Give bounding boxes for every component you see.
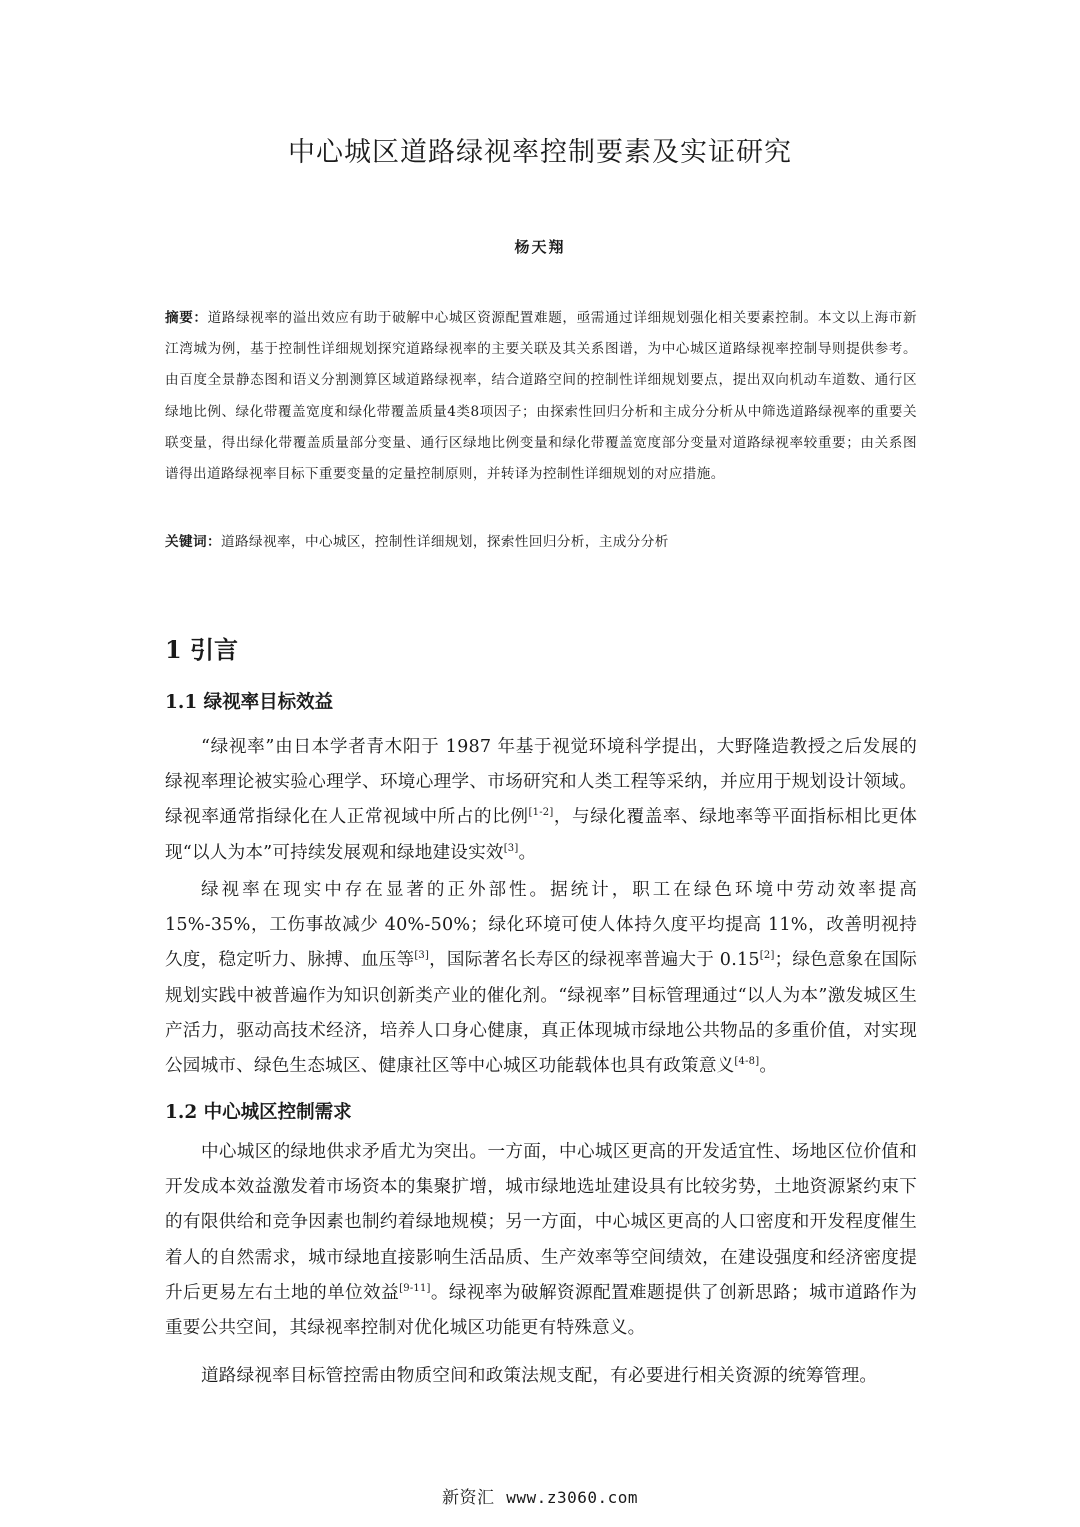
page-footer [0,1483,1080,1508]
keywords-label: 关键词： [165,534,221,550]
text-segment: “绿视率”由日本学者青木阳于 1987 年基于视觉环境科学提出，大野隆造教授之后发展的绿视率理论被实验心理学、环境心理学、市场研究和人类工程等采纳，并应用于规划设计领域。绿视率通常指绿化在人正常视域中所占的比例 [165,737,917,828]
subsection-heading-benefits: 1.1 绿视率目标效益 [165,692,334,713]
text-segment: 。绿视率为破解资源配置难题提供了创新思路；城市道路作为重要公共空间，其绿视率控制对优化城区功能更有特殊意义。 [165,1282,917,1339]
footer-url[interactable]: www.z3060.com [506,1488,639,1507]
text-segment: ；绿色意象在国际规划实践中被普遍作为知识创新类产业的催化剂。“绿视率”目标管理通过“以人为本”激发城区生产活力，驱动高技术经济，培养人口身心健康，真正体现城市绿地公共物品的多重价值，对实现公园城市、绿色生态城区、健康社区等中心城区功能载体也具有政策意义 [165,950,918,1077]
citation: [9-11] [399,1282,431,1294]
abstract-label: 摘要： [165,310,208,326]
paper-title: 中心城区道路绿视率控制要素及实证研究 [288,137,792,168]
abstract [165,303,917,490]
section-heading-introduction: 1 引言 [165,635,239,664]
abstract-text: 道路绿视率的溢出效应有助于破解中心城区资源配置难题，亟需通过详细规划强化相关要素控制。本文以上海市新江湾城为例，基于控制性详细规划探究道路绿视率的主要关联及其关系图谱，为中心城区道路绿视率控制导则提供参考。由百度全景静态图和语义分割测算区域道路绿视率，结合道路空间的控制性详细规划要点，提出双向机动车道数、通行区绿地比例、绿化带覆盖宽度和绿化带覆盖质量4类8项因子；由探索性回归分析和主成分分析从中筛选道路绿视率的重要关联变量，得出绿化带覆盖质量部分变量、通行区绿地比例变量和绿化带覆盖宽度部分变量对道路绿视率较重要；由关系图谱得出道路绿视率目标下重要变量的定量控制原则，并转译为控制性详细规划的对应措施。 [165,310,917,483]
paragraph-supply-demand [165,1135,917,1346]
keywords [165,528,917,556]
text-segment: 中心城区的绿地供求矛盾尤为突出。一方面，中心城区更高的开发适宜性、场地区位价值和开发成本效益激发着市场资本的集聚扩增，城市绿地选址建设具有比较劣势，土地资源紧约束下的有限供给和竞争因素也制约着绿地规模；另一方面，中心城区更高的人口密度和开发程度催生着人的自然需求，城市绿地直接影响生活品质、生产效率等空间绩效，在建设强度和经济密度提升后更易左右土地的单位效益 [165,1142,917,1303]
footer-site-name: 新资汇 [441,1488,495,1508]
text-segment: 。 [759,1056,778,1077]
text-segment: 。 [518,842,537,863]
text-segment: ，与绿化覆盖率、绿地率等平面指标相比更体现“以人为本”可持续发展观和绿地建设实效 [165,807,917,863]
citation: [4-8] [734,1056,760,1068]
citation: [1-2] [528,807,554,819]
paragraph-green-view-origin [165,730,917,871]
keywords-text: 道路绿视率，中心城区，控制性详细规划，探索性回归分析，主成分分析 [220,534,669,550]
citation: [3] [503,842,519,854]
text-segment: 道路绿视率目标管控需由物质空间和政策法规支配，有必要进行相关资源的统筹管理。 [201,1366,878,1386]
text-segment: 绿视率在现实中存在显著的正外部性。据统计，职工在绿色环境中劳动效率提高 15%-35%，工伤事故减少 40%-50%；绿化环境可使人体持久度平均提高 11%，改善明视持久度，稳定听力、脉搏、血压等 [165,880,917,971]
citation: [3] [414,950,430,962]
text-segment: ，国际著名长寿区的绿视率普遍大于 0.15 [429,950,760,971]
subsection-heading-control-needs: 1.2 中心城区控制需求 [165,1102,352,1123]
paper-author: 杨天翔 [514,238,566,256]
paragraph-target-management [165,1359,917,1394]
citation: [2] [759,950,775,962]
paragraph-externality [165,873,917,1084]
